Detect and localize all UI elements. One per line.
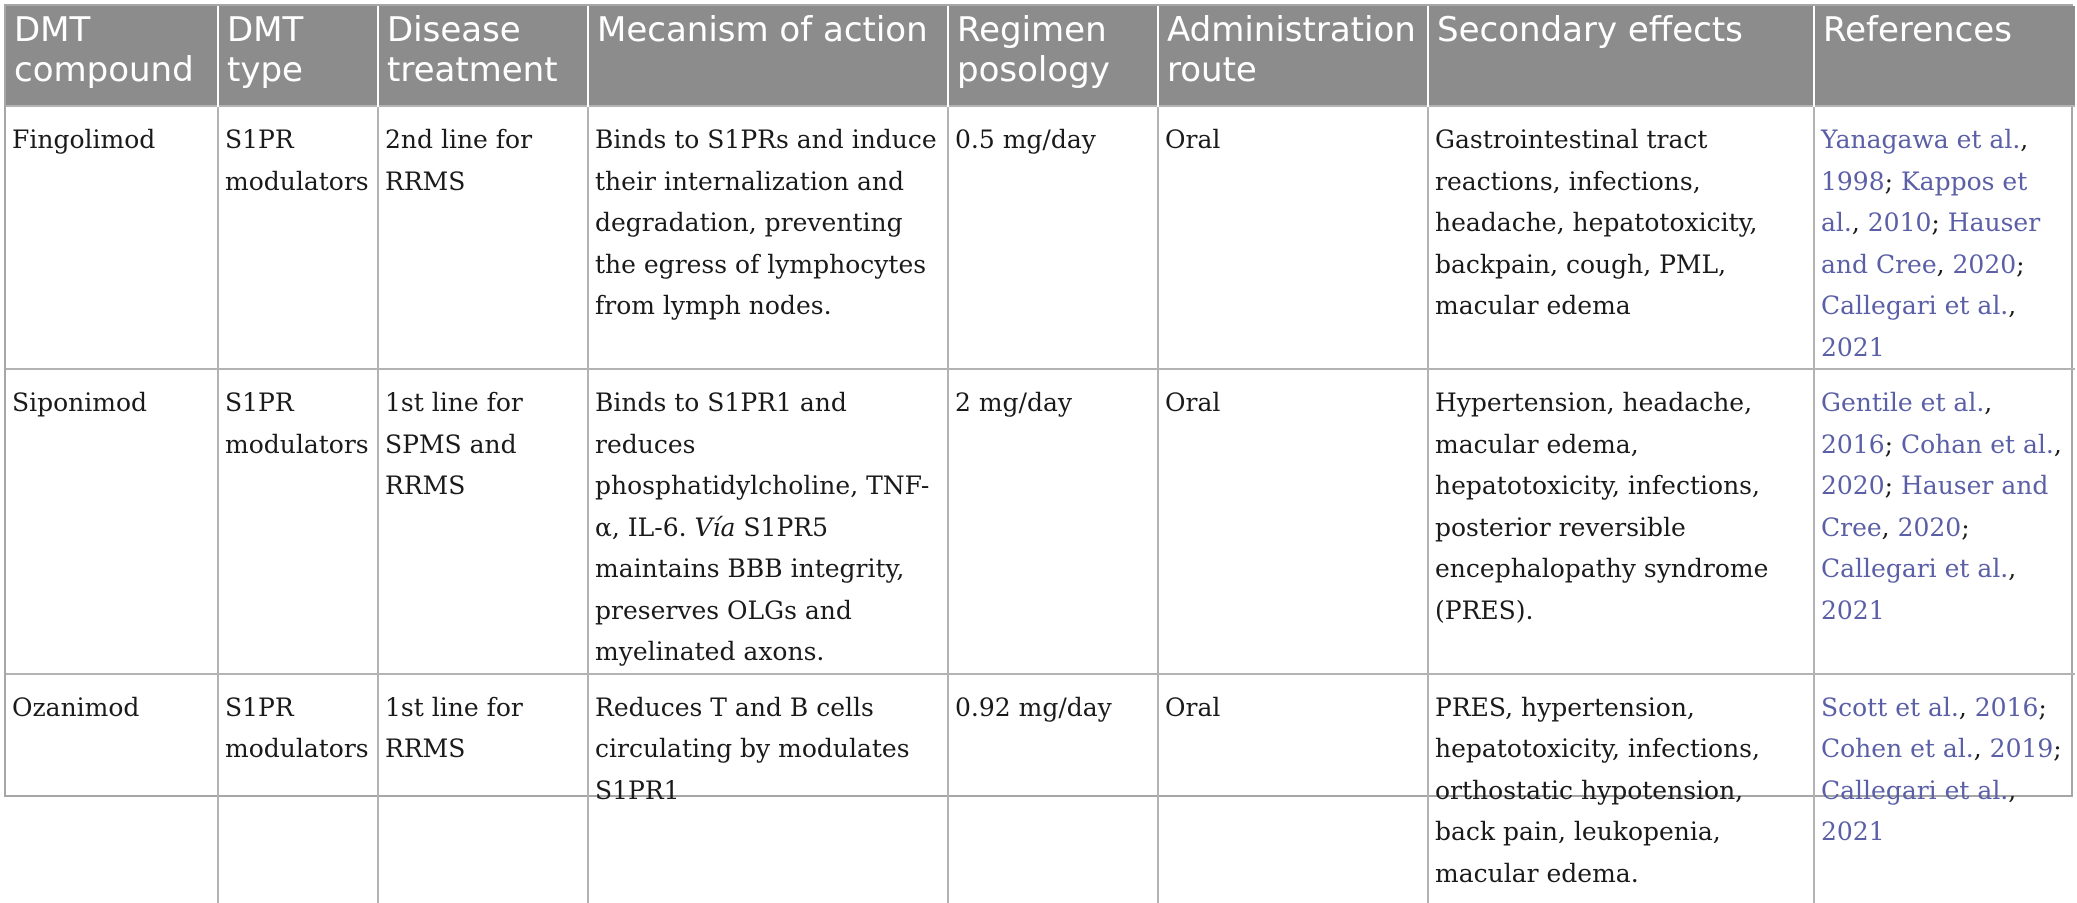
cell-type: S1PR modulators — [218, 674, 378, 903]
cell-posology: 0.92 mg/day — [948, 674, 1158, 903]
header-row — [6, 6, 2075, 106]
reference-link[interactable]: Cohan et al. — [1901, 429, 2054, 459]
table-body — [6, 106, 2075, 903]
header-disease-treatment: Disease treatment — [378, 6, 588, 106]
reference-separator: ; — [1884, 166, 1901, 196]
cell-compound: Siponimod — [6, 369, 218, 674]
reference-year-link[interactable]: 2019 — [1989, 734, 2054, 763]
cell-route: Oral — [1158, 674, 1428, 903]
table-row — [6, 369, 2075, 674]
cell-mechanism — [588, 369, 948, 674]
cell-compound: Ozanimod — [6, 674, 218, 903]
reference-link[interactable]: Hauser and Cree — [1821, 208, 2041, 279]
cell-mechanism — [588, 106, 948, 369]
cell-mechanism — [588, 674, 948, 903]
reference-year-link[interactable]: 1998 — [1821, 166, 1885, 196]
table-row — [6, 674, 2075, 903]
cell-treatment: 1st line for RRMS — [378, 674, 588, 903]
reference-separator: ; — [2038, 692, 2047, 722]
cell-references: Scott et al., 2016; Cohen et al., 2019; Callegari et al., 2021 — [1814, 674, 2075, 903]
reference-link[interactable]: Kappos et al. — [1821, 166, 2028, 237]
mechanism-text: Binds to S1PRs and induce their internalization and degradation, preventing the egress of lymphocytes from lymph nodes. — [595, 125, 937, 320]
cell-references: Yanagawa et al., 1998; Kappos et al., 2010; Hauser and Cree, 2020; Callegari et al., 2021 — [1814, 106, 2075, 369]
mechanism-text-continued: S1PR5 maintains BBB integrity, preserves OLGs and myelinated axons. — [595, 512, 905, 666]
reference-link[interactable]: Callegari et al. — [1821, 291, 2009, 320]
reference-separator: ; — [1884, 471, 1901, 500]
header-dmt-type: DMT type — [218, 6, 378, 106]
header-route: Administration route — [1158, 6, 1428, 106]
cell-treatment: 1st line for SPMS and RRMS — [378, 369, 588, 674]
mechanism-text: Reduces T and B cells circulating by modulates S1PR1 — [595, 692, 910, 805]
reference-year-link[interactable]: 2010 — [1867, 208, 1932, 237]
cell-posology: 2 mg/day — [948, 369, 1158, 674]
header-dmt-compound: DMT compound — [6, 6, 218, 106]
cell-effects: PRES, hypertension, hepatotoxicity, infections, orthostatic hypotension, back pain, leukopenia, macular edema. — [1428, 674, 1814, 903]
cell-treatment: 2nd line for RRMS — [378, 106, 588, 369]
header-references: References — [1814, 6, 2075, 106]
header-posology: Regimen posology — [948, 6, 1158, 106]
reference-link[interactable]: Callegari et al. — [1821, 554, 2009, 583]
dmt-table — [6, 6, 2075, 903]
reference-year-link[interactable]: 2016 — [1821, 429, 1885, 459]
mechanism-text: Binds to S1PR1 and reduces phosphatidylcholine, TNF-α, IL-6. — [595, 388, 930, 542]
reference-separator: ; — [1884, 429, 1901, 459]
reference-link[interactable]: Cohen et al. — [1821, 734, 1974, 763]
cell-type: S1PR modulators — [218, 369, 378, 674]
cell-type: S1PR modulators — [218, 106, 378, 369]
reference-separator: ; — [1961, 512, 1970, 542]
reference-year-link[interactable]: 2021 — [1821, 595, 1885, 625]
reference-separator: ; — [1931, 208, 1948, 237]
reference-link[interactable]: Yanagawa et al. — [1821, 125, 2021, 154]
cell-posology: 0.5 mg/day — [948, 106, 1158, 369]
cell-route: Oral — [1158, 106, 1428, 369]
dmt-table-container — [4, 4, 2073, 888]
cell-route: Oral — [1158, 369, 1428, 674]
reference-separator: ; — [2016, 249, 2025, 279]
mechanism-italic: Vía — [694, 512, 736, 542]
header-mechanism: Mecanism of action — [588, 6, 948, 106]
reference-year-link[interactable]: 2020 — [1897, 512, 1962, 542]
cell-effects: Gastrointestinal tract reactions, infections, headache, hepatotoxicity, backpain, cough, PML, macular edema — [1428, 106, 1814, 369]
reference-link[interactable]: Callegari et al. — [1821, 775, 2009, 805]
cell-compound: Fingolimod — [6, 106, 218, 369]
header-secondary-effects: Secondary effects — [1428, 6, 1814, 106]
reference-year-link[interactable]: 2021 — [1821, 332, 1885, 362]
table-row — [6, 106, 2075, 369]
reference-year-link[interactable]: 2016 — [1974, 692, 2039, 722]
reference-link[interactable]: Scott et al. — [1821, 692, 1959, 722]
cell-references: Gentile et al., 2016; Cohan et al., 2020; Hauser and Cree, 2020; Callegari et al., 2021 — [1814, 369, 2075, 674]
reference-year-link[interactable]: 2020 — [1952, 249, 2017, 279]
cell-effects: Hypertension, headache, macular edema, hepatotoxicity, infections, posterior reversible encephalopathy syndrome (PRES). — [1428, 369, 1814, 674]
table-header — [6, 6, 2075, 106]
reference-year-link[interactable]: 2020 — [1821, 471, 1885, 500]
reference-link[interactable]: Gentile et al. — [1821, 388, 1985, 417]
reference-year-link[interactable]: 2021 — [1821, 817, 1885, 846]
reference-link[interactable]: Hauser and Cree — [1821, 471, 2049, 542]
reference-separator: ; — [2053, 734, 2062, 763]
